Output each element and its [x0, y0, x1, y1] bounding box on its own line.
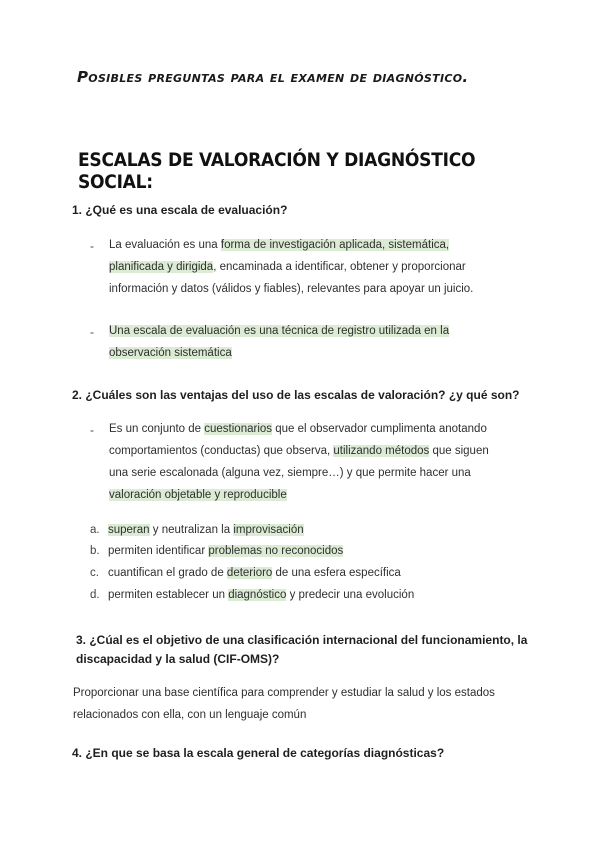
highlight: cuestionarios [204, 423, 273, 435]
bullet-dash: - [90, 239, 94, 253]
bullet-dash: - [90, 325, 94, 339]
list-item-a: a. superan y neutralizan la improvisación [90, 524, 304, 536]
highlight: improvisación [233, 524, 304, 536]
highlight: problemas no reconocidos [208, 545, 344, 557]
highlight: diagnóstico [228, 589, 287, 601]
question-4: 4. ¿En que se basa la escala general de categorías diagnósticas? [72, 746, 445, 760]
question-3: 3. ¿Cúal es el objetivo de una clasificación internacional del funcionamiento, la discapacidad y la salud (CIF-OMS)? [76, 633, 528, 666]
highlight: observación sistemática [109, 347, 232, 359]
question-1: 1. ¿Qué es una escala de evaluación? [72, 203, 288, 217]
section-heading: ESCALAS DE VALORACIÓN Y DIAGNÓSTICO SOCIAL: [78, 149, 476, 193]
document-title: Posibles preguntas para el examen de diagnóstico. [77, 68, 469, 86]
bullet-dash: - [90, 423, 94, 437]
highlight: deterioro [226, 567, 273, 579]
highlight: valoración objetable y reproducible [109, 489, 287, 501]
q1-bullet-2 [109, 320, 529, 364]
q3-answer: Proporcionar una base científica para comprender y estudiar la salud y los estados relacionados con ella, con un lenguaje común [73, 687, 495, 721]
list-item-c: c. cuantifican el grado de deterioro de una esfera específica [90, 567, 401, 579]
highlight: Una escala de evaluación es una técnica de registro utilizada en la [109, 325, 450, 337]
q1-bullet-1: La evaluación es una forma de investigación aplicada, sistemática, planificada y dirigida, encaminada a identificar, obtener y proporcionar información y datos (válidos y fiables), relevantes para apoyar un juicio. [109, 239, 474, 295]
q2-bullet-1: Es un conjunto de cuestionarios que el observador cumplimenta anotando comportamientos (conductas) que observa, utilizando métodos que siguen una serie escalonada (alguna vez, siempre…) y que permite hacer una valoración objetable y reproducible [109, 423, 489, 501]
highlight: forma de investigación aplicada, sistemática, [220, 239, 450, 251]
list-item-d: d. permiten establecer un diagnóstico y predecir una evolución [90, 589, 415, 601]
highlight: utilizando métodos [333, 445, 430, 457]
list-item-b: b. permiten identificar problemas no reconocidos [90, 545, 344, 557]
question-2: 2. ¿Cuáles son las ventajas del uso de las escalas de valoración? ¿y qué son? [72, 388, 520, 402]
highlight: planificada y dirigida [109, 261, 214, 273]
highlight: superan [108, 524, 150, 536]
